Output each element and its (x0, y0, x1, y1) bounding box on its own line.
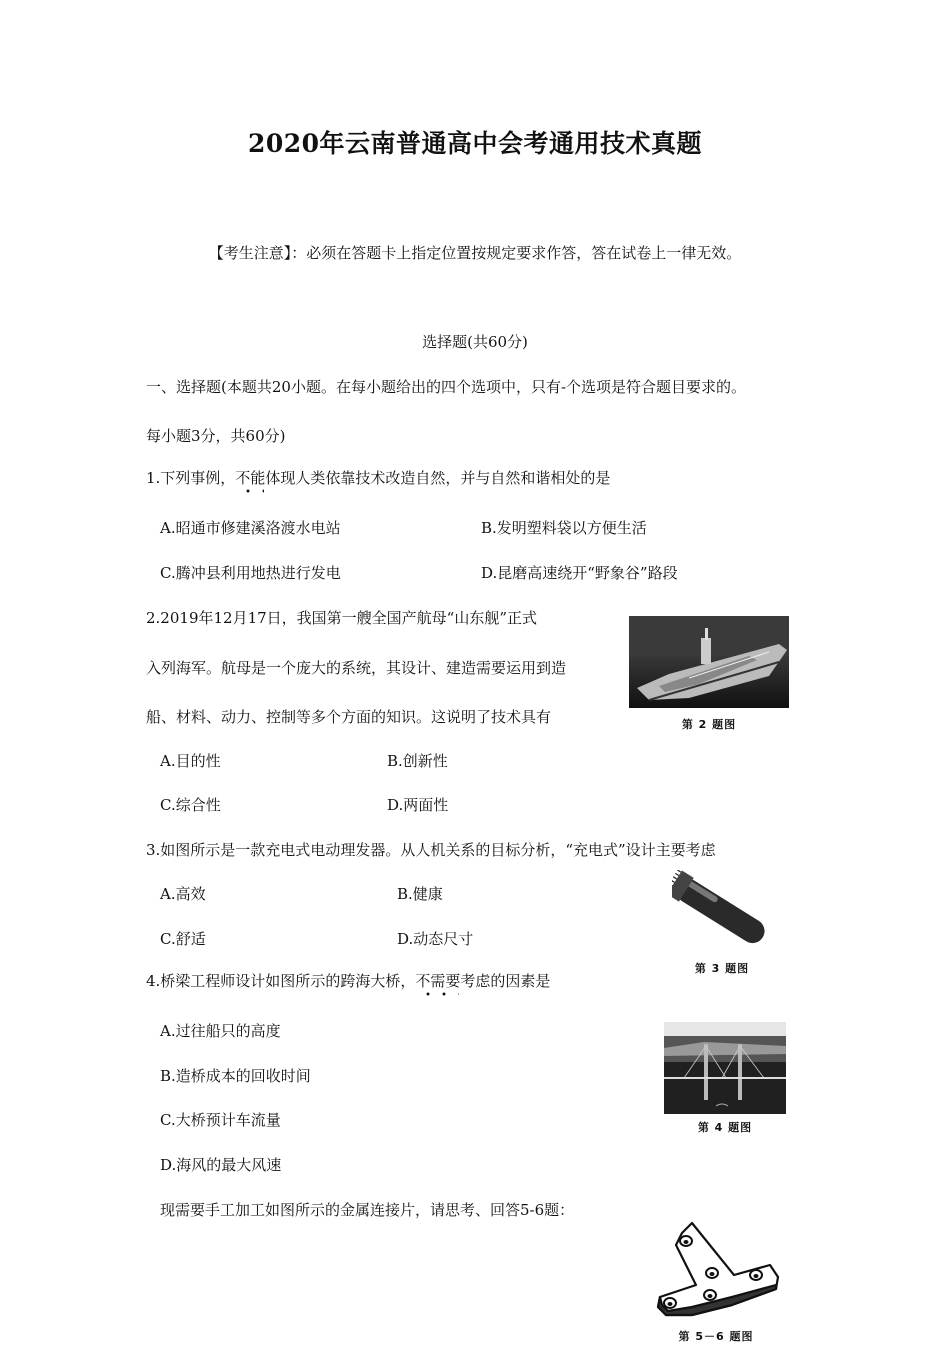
hair-clipper-figure (672, 870, 772, 954)
exam-notice: 【考生注意】：必须在答题卡上指定位置按规定要求作答，答在试卷上一律无效。 (208, 244, 742, 262)
question-4-stem (146, 971, 550, 991)
instructions-line-1: 一、选择题(本题共20小题。在每小题给出的四个选项中，只有-个选项是符合题目要求的。 (146, 378, 747, 396)
question-2-stem-line-3: 船、材料、动力、控制等多个方面的知识。这说明了技术具有 (146, 708, 552, 726)
figure-2-caption: 第 2 题图 (681, 718, 737, 731)
question-1-option-d: D.昆磨高速绕开“野象谷”路段 (481, 564, 678, 582)
metal-connector-image (652, 1215, 780, 1323)
aircraft-carrier-image (629, 616, 789, 708)
metal-connector-figure (652, 1215, 780, 1323)
figure-5-6-caption: 第 5－6 题图 (678, 1330, 754, 1343)
question-2-stem-line-1: 2.2019年12月17日，我国第一艘全国产航母“山东舰”正式 (146, 609, 537, 627)
question-1-suffix: 体现人类依靠技术改造自然，并与自然和谐相处的是 (265, 469, 611, 487)
question-1-emphasis: 不能 (235, 469, 266, 487)
question-2-option-d: D.两面性 (387, 796, 449, 814)
sea-bridge-image (664, 1022, 786, 1114)
hair-clipper-image (672, 870, 772, 954)
question-2-stem-line-2: 入列海军。航母是一个庞大的系统，其设计、建造需要运用到造 (146, 659, 567, 677)
question-1-option-a: A.昭通市修建溪洛渡水电站 (160, 519, 341, 537)
question-1-option-c: C.腾冲县利用地热进行发电 (160, 564, 341, 582)
question-4-option-a: A.过往船只的高度 (160, 1022, 281, 1040)
section-header: 选择题(共60分) (422, 333, 528, 351)
question-3-stem: 3.如图所示是一款充电式电动理发器。从人机关系的目标分析，“充电式”设计主要考虑 (146, 841, 716, 859)
question-4-emphasis: 不需要 (415, 972, 461, 990)
question-3-option-a: A.高效 (160, 885, 206, 903)
question-4-prefix: 4.桥梁工程师设计如图所示的跨海大桥， (146, 972, 416, 990)
questions-5-6-intro: 现需要手工加工如图所示的金属连接片，请思考、回答5-6题： (160, 1201, 575, 1219)
sea-bridge-figure (664, 1022, 786, 1114)
question-3-option-c: C.舒适 (160, 930, 206, 948)
page-title: 2020年云南普通高中会考通用技术真题 (247, 129, 703, 158)
question-4-option-d: D.海风的最大风速 (160, 1156, 282, 1174)
question-2-option-a: A.目的性 (160, 752, 221, 770)
figure-4-caption: 第 4 题图 (697, 1121, 753, 1134)
instructions-line-2: 每小题3分，共60分) (146, 427, 286, 445)
question-1-stem (146, 468, 610, 488)
question-1-prefix: 1.下列事例， (146, 469, 236, 487)
question-1-option-b: B.发明塑料袋以方便生活 (481, 519, 647, 537)
question-3-option-d: D.动态尺寸 (397, 930, 474, 948)
question-4-option-c: C.大桥预计车流量 (160, 1111, 281, 1129)
question-4-option-b: B.造桥成本的回收时间 (160, 1067, 311, 1085)
question-2-option-c: C.综合性 (160, 796, 221, 814)
aircraft-carrier-figure (629, 616, 789, 708)
question-4-suffix: 考虑的因素是 (460, 972, 551, 990)
question-3-option-b: B.健康 (397, 885, 443, 903)
question-2-option-b: B.创新性 (387, 752, 448, 770)
figure-3-caption: 第 3 题图 (694, 962, 750, 975)
